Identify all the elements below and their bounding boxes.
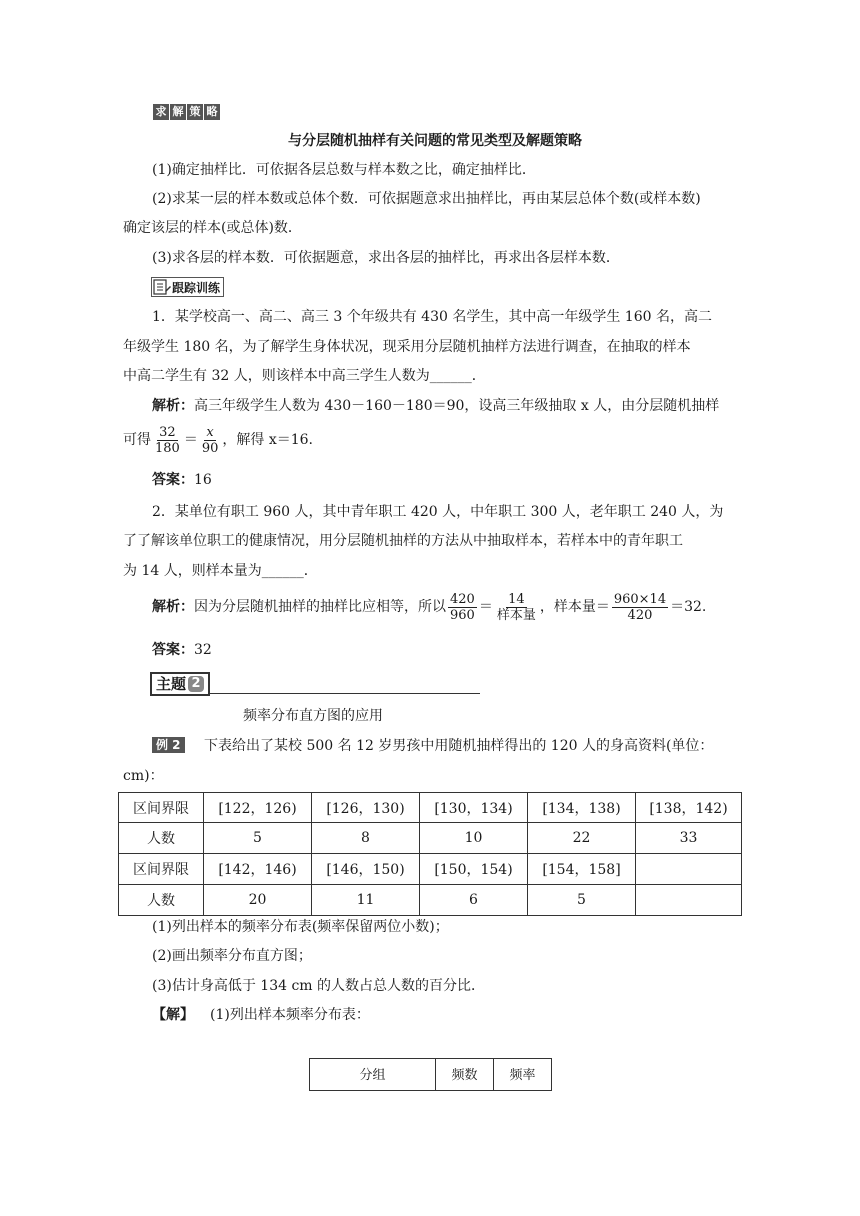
- task-item: (2)画出频率分布直方图；: [152, 948, 312, 964]
- strategy-item: (1)确定抽样比．可依据各层总数与样本数之比，确定抽样比．: [152, 162, 536, 178]
- table-cell: [154，158]: [528, 854, 636, 885]
- denominator: 420: [627, 607, 653, 623]
- numerator: 960×14: [613, 591, 667, 607]
- strategy-item: (3)求各层的样本数．可依据题意，求出各层的抽样比，再求出各层样本数．: [152, 250, 620, 266]
- table-cell: [134，138): [528, 793, 636, 823]
- table-cell: 人数: [119, 823, 204, 854]
- badge-char: 策: [187, 104, 203, 120]
- table-cell: [146，150): [312, 854, 420, 885]
- badge-char: 跟: [172, 280, 185, 295]
- answer-label: 答案：: [152, 472, 194, 488]
- training-badge: [151, 277, 224, 297]
- example-badge: 例 2: [152, 737, 185, 753]
- fraction: [448, 592, 477, 623]
- header-cell: 频率: [494, 1059, 552, 1091]
- denominator: 样本量: [496, 607, 536, 623]
- example-line: 下表给出了某校 500 名 12 岁男孩中用随机抽样得出的 120 人的身高资料(单位：: [204, 738, 714, 754]
- table-cell: 10: [420, 823, 528, 854]
- table-row: [119, 793, 742, 823]
- q2-analysis: [152, 591, 706, 623]
- analysis-text: 因为分层随机抽样的抽样比应相等，所以: [194, 599, 446, 615]
- badge-char: 踪: [184, 280, 197, 295]
- table-cell: 11: [312, 885, 420, 916]
- table-cell: 5: [204, 823, 312, 854]
- topic-label: 主题: [156, 675, 187, 693]
- table-cell: [130，134): [420, 793, 528, 823]
- fraction: [612, 592, 668, 623]
- table-row: [119, 854, 742, 885]
- frequency-table: [309, 1058, 552, 1091]
- analysis-text: ，样本量＝: [539, 599, 610, 615]
- badge-char: 求: [153, 104, 169, 120]
- badge-char: 解: [170, 104, 186, 120]
- table-cell: [138，142): [636, 793, 742, 823]
- q1-analysis-formula: [123, 424, 313, 456]
- fraction: [495, 592, 538, 623]
- analysis-text: 高三年级学生人数为 430－160－180＝90，设高三年级抽取 x 人，由分层随机抽样: [194, 398, 720, 414]
- equals: ＝: [183, 432, 198, 448]
- analysis-label: 解析：: [152, 599, 194, 615]
- header-cell: 分组: [310, 1059, 436, 1091]
- topic-number: 2: [188, 676, 204, 692]
- strategy-item: 确定该层的样本(或总体)数．: [123, 220, 302, 236]
- strategy-item: (2)求某一层的样本数或总体个数．可依据题意求出抽样比，再由某层总体个数(或样本数): [152, 191, 701, 207]
- topic-badge: [150, 672, 210, 696]
- table-cell: 8: [312, 823, 420, 854]
- badge-char: 练: [208, 280, 221, 295]
- topic-header: [150, 672, 480, 696]
- q2-line: 为 14 人，则样本量为______．: [123, 563, 318, 579]
- badge-char: 略: [204, 104, 220, 120]
- notebook-icon: [152, 278, 172, 296]
- table-cell: 20: [204, 885, 312, 916]
- answer-label: 答案：: [152, 642, 194, 658]
- numerator: 32: [159, 424, 176, 440]
- table-cell: 33: [636, 823, 742, 854]
- q1-line: 中高二学生有 32 人，则该样本中高三学生人数为______．: [123, 368, 486, 384]
- q1-line: 年级学生 180 名，为了解学生身体状况，现采用分层随机抽样方法进行调查，在抽取的样本: [123, 339, 691, 355]
- header-cell: 频数: [436, 1059, 494, 1091]
- numerator: 14: [508, 591, 525, 607]
- fraction: [153, 425, 182, 456]
- example-line: cm)：: [123, 768, 164, 784]
- table-cell: [636, 885, 742, 916]
- q2-line: 了了解该单位职工的健康情况，用分层随机抽样的方法从中抽取样本，若样本中的青年职工: [123, 533, 683, 549]
- table-cell: [122，126): [204, 793, 312, 823]
- section-title: 与分层随机抽样有关问题的常见类型及解题策略: [288, 133, 582, 149]
- table-cell: [126，130): [312, 793, 420, 823]
- topic-rule: [210, 693, 480, 694]
- table-header-row: [310, 1059, 552, 1091]
- denominator: 960: [450, 607, 475, 623]
- table-row: [119, 885, 742, 916]
- analysis-text: ＝32.: [670, 599, 707, 615]
- table-cell: 区间界限: [119, 793, 204, 823]
- table-cell: 人数: [119, 885, 204, 916]
- badge-char: 训: [196, 280, 209, 295]
- analysis-text: ，解得 x＝16.: [222, 432, 313, 448]
- q1-line: 1．某学校高一、高二、高三 3 个年级共有 430 名学生，其中高一年级学生 160 名，高二: [152, 309, 712, 325]
- table-cell: [636, 854, 742, 885]
- answer-value: 32: [194, 642, 212, 658]
- height-data-table: [118, 792, 742, 916]
- q1-answer: [152, 470, 212, 490]
- task-item: (3)估计身高低于 134 cm 的人数占总人数的百分比．: [152, 978, 486, 994]
- task-item: (1)列出样本的频率分布表(频率保留两位小数)；: [152, 919, 449, 935]
- q2-answer: [152, 640, 212, 660]
- solution-label: 【解】: [152, 1007, 194, 1023]
- denominator: 180: [155, 440, 180, 456]
- table-cell: 区间界限: [119, 854, 204, 885]
- solution-line: [152, 1005, 370, 1025]
- numerator: x: [206, 424, 214, 440]
- analysis-label: 解析：: [152, 398, 194, 414]
- table-cell: 22: [528, 823, 636, 854]
- strategy-badge: [153, 104, 220, 120]
- table-cell: 5: [528, 885, 636, 916]
- table-row: [119, 823, 742, 854]
- table-cell: 6: [420, 885, 528, 916]
- denominator: 90: [201, 440, 219, 456]
- solution-text: (1)列出样本频率分布表：: [210, 1007, 370, 1023]
- fraction: [200, 425, 221, 456]
- table-cell: [142，146): [204, 854, 312, 885]
- topic-title: 频率分布直方图的应用: [243, 708, 383, 724]
- analysis-text: 可得: [123, 432, 151, 448]
- numerator: 420: [450, 591, 475, 607]
- q2-line: 2．某单位有职工 960 人，其中青年职工 420 人，中年职工 300 人，老年职工 240 人，为: [152, 504, 724, 520]
- equals: ＝: [478, 599, 493, 615]
- table-cell: [150，154): [420, 854, 528, 885]
- answer-value: 16: [194, 472, 212, 488]
- q1-analysis: [152, 396, 719, 416]
